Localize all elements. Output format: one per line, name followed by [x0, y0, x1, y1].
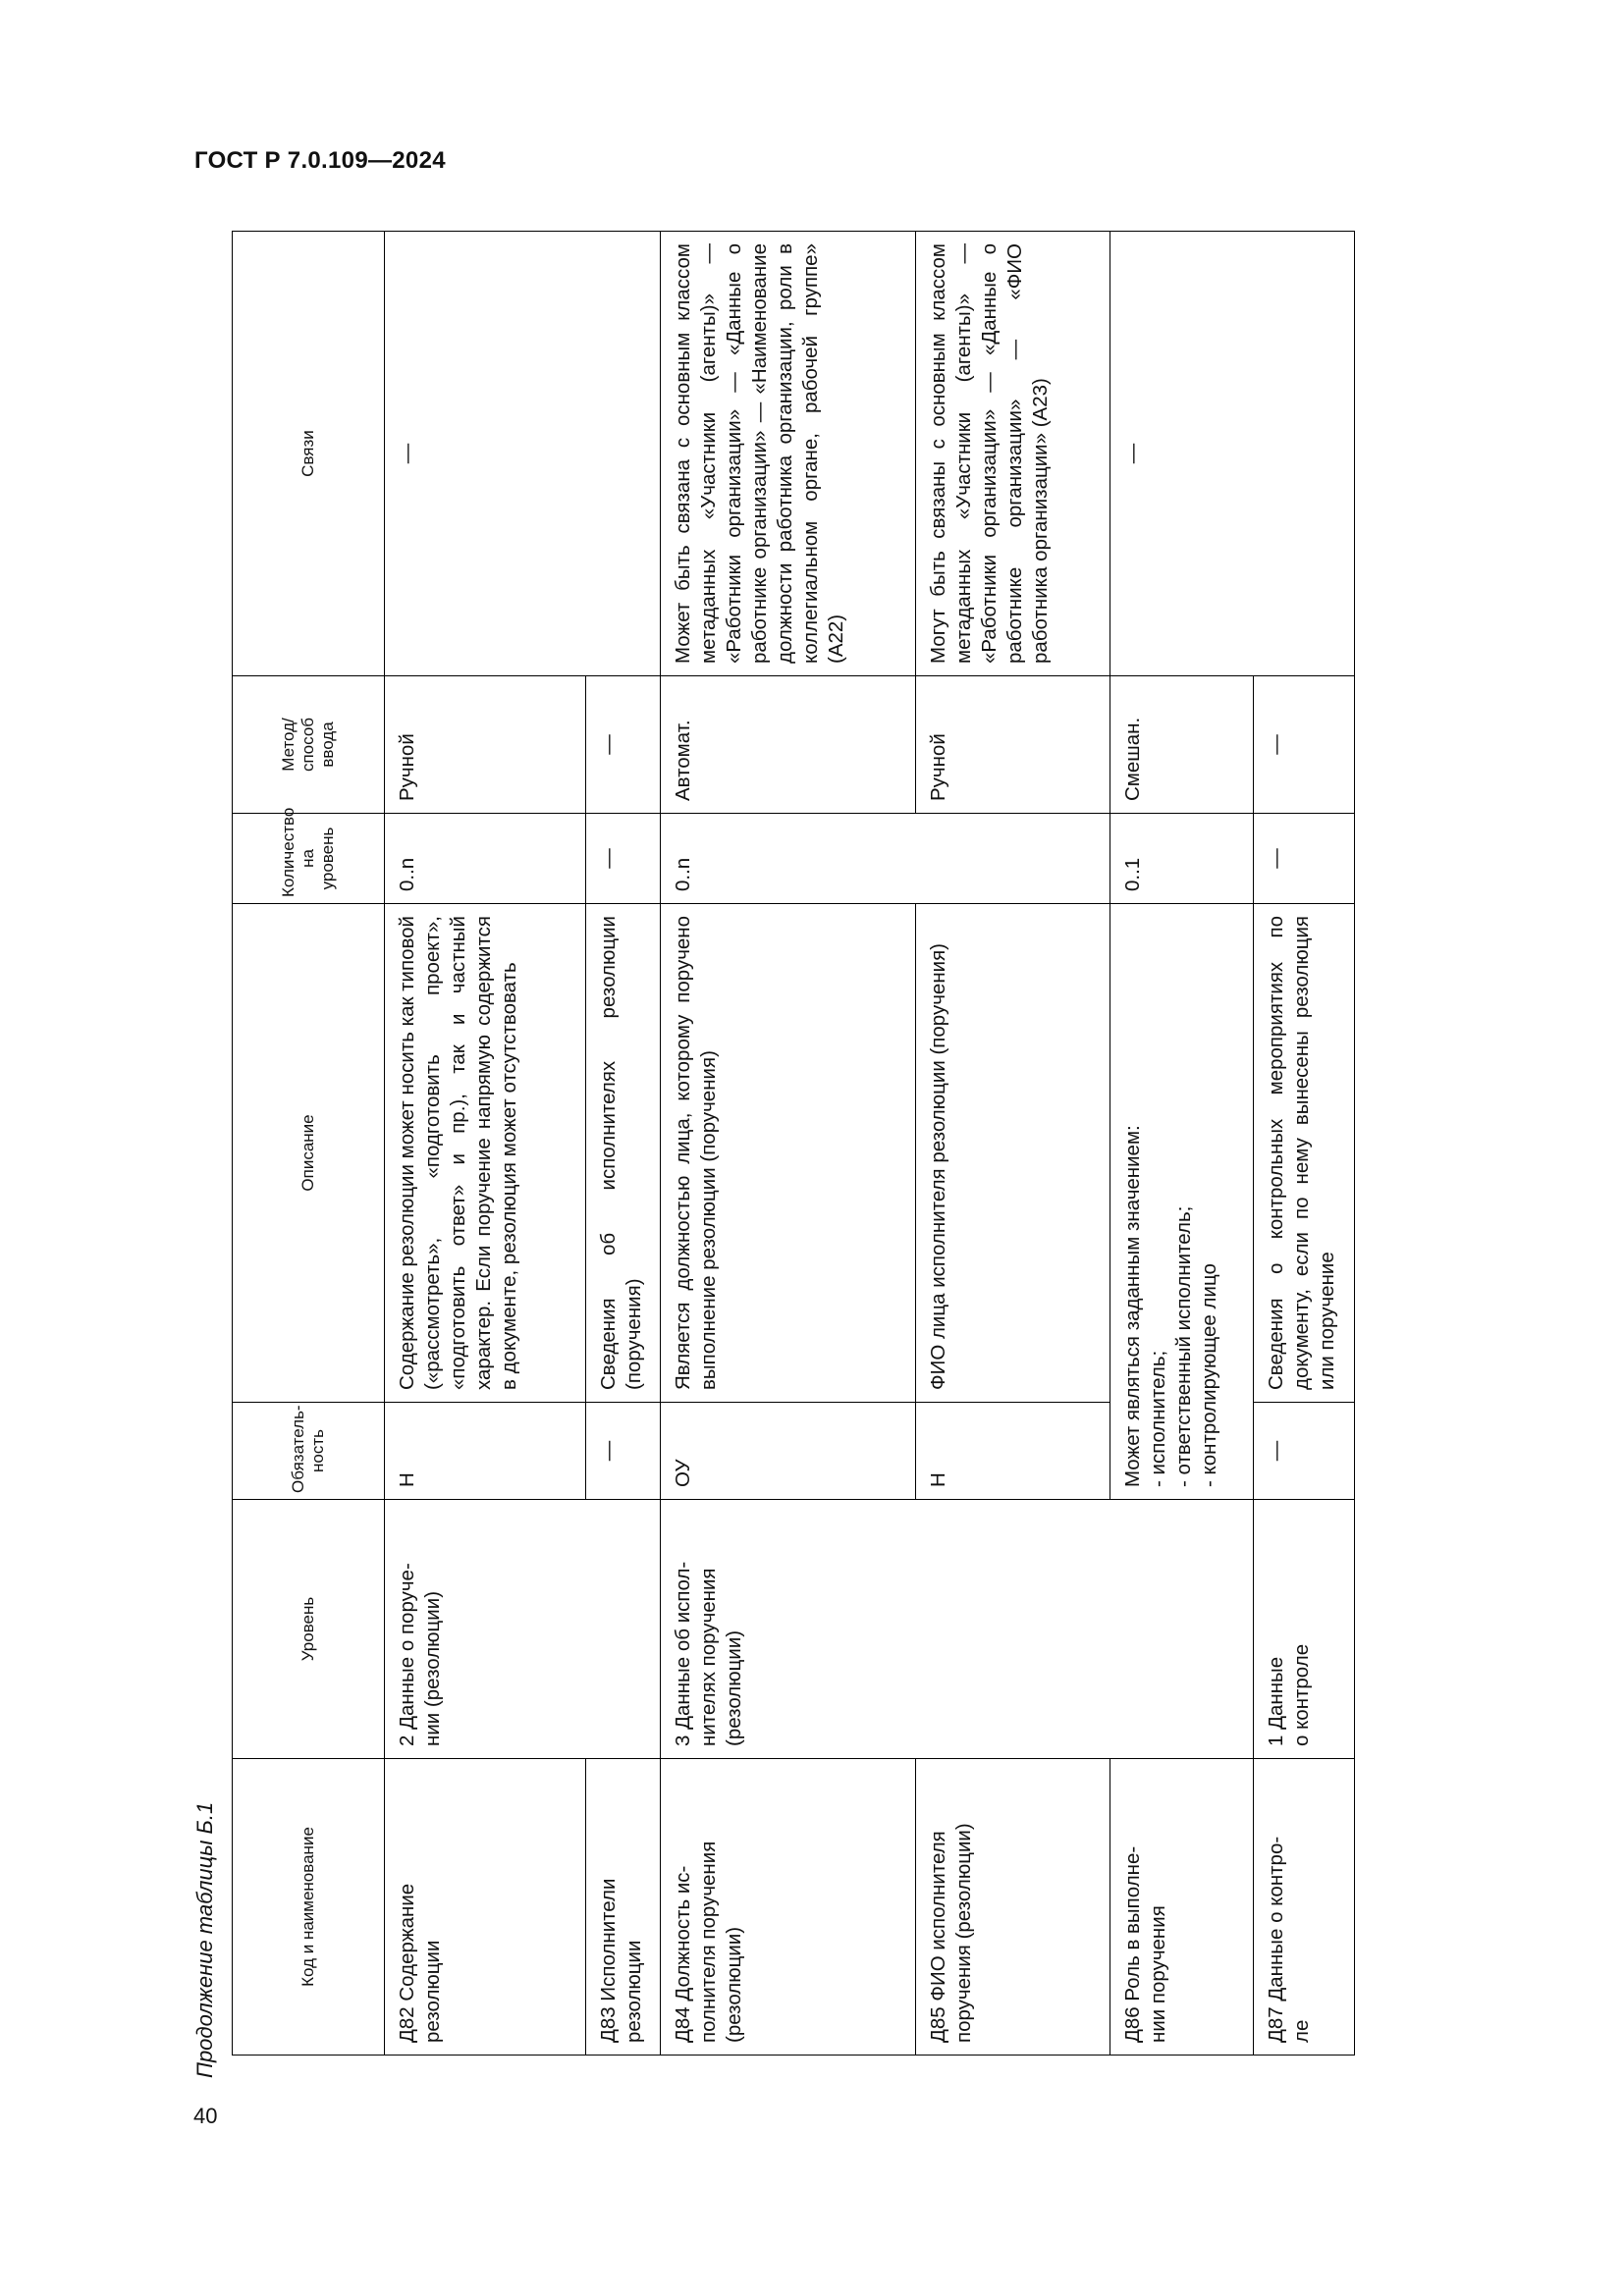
header-obligatory: Обязатель- ность [233, 1403, 385, 1500]
cell-method: Смешан. [1110, 676, 1254, 814]
cell-method: Ручной [385, 676, 586, 814]
cell-count: 0..n [661, 814, 1110, 904]
table-header-row [233, 232, 385, 2056]
metadata-table [232, 231, 1355, 2056]
cell-obligatory: — [586, 1403, 661, 1500]
cell-method: Автомат. [661, 676, 916, 814]
header-code: Код и наименование [233, 1759, 385, 2056]
cell-method: Ручной [916, 676, 1110, 814]
cell-level: 3 Данные об испол- нителях поручения (резолюции) [661, 1500, 1254, 1759]
rotated-table-wrapper [232, 232, 1354, 2056]
cell-method: — [586, 676, 661, 814]
table-row-d85 [916, 232, 1110, 2056]
cell-obligatory: Н [385, 1403, 586, 1500]
table-row-d86 [1110, 232, 1254, 2056]
cell-description: Является должностью лица, которому поручено выполнение резолюции (поручения) [661, 904, 916, 1403]
cell-code: Д87 Данные о контро- ле [1254, 1759, 1355, 2056]
cell-links: — [385, 232, 661, 676]
table-row-d84 [661, 232, 916, 2056]
cell-obligatory: Н [916, 1403, 1110, 1500]
standard-title: ГОСТ Р 7.0.109—2024 [194, 147, 446, 174]
cell-description: Может являться заданным значением: - исполнитель; - ответственный исполнитель; - контролирующее лицо [1110, 904, 1254, 1500]
cell-count: 0..1 [1110, 814, 1254, 904]
cell-code: Д85 ФИО исполнителя поручения (резолюции) [916, 1759, 1110, 2056]
cell-count: — [1254, 814, 1355, 904]
header-method: Метод/ способ ввода [233, 676, 385, 814]
cell-description: ФИО лица исполнителя резолюции (поручения) [916, 904, 1110, 1403]
cell-level: 1 Данные о контроле [1254, 1500, 1355, 1759]
cell-count: — [586, 814, 661, 904]
header-count: Количество на уровень [233, 814, 385, 904]
cell-code: Д82 Содержание резолюции [385, 1759, 586, 2056]
cell-obligatory: — [1254, 1403, 1355, 1500]
header-links: Связи [233, 232, 385, 676]
header-description: Описание [233, 904, 385, 1403]
cell-description: Содержание резолюции может носить как типовой («рассмотреть», «подготовить проект», «подготовить ответ» и пр.), так и частный характер. Если поручение напрямую содержится в документе, резолюция может отсутствовать [385, 904, 586, 1403]
cell-method: — [1254, 676, 1355, 814]
cell-level: 2 Данные о поруче- нии (резолюции) [385, 1500, 661, 1759]
cell-obligatory: ОУ [661, 1403, 916, 1500]
cell-code: Д84 Должность ис- полнителя поручения (резолюции) [661, 1759, 916, 2056]
table-caption: Продолжение таблицы Б.1 [192, 1801, 217, 2078]
cell-code: Д86 Роль в выполне- нии поручения [1110, 1759, 1254, 2056]
page-number: 40 [193, 2104, 218, 2128]
cell-description: Сведения об исполнителях резолюции (поручения) [586, 904, 661, 1403]
table-row-d82 [385, 232, 586, 2056]
cell-count: 0..n [385, 814, 586, 904]
cell-links: Может быть связана с основным классом метаданных «Участники (агенты)» — «Работники организации» — «Данные о работнике организации» — «Наименование должности работника организации, роли в коллегиальном органе, рабочей группе» (А22) [661, 232, 916, 676]
cell-code: Д83 Исполнители резолюции [586, 1759, 661, 2056]
cell-description: Сведения о контрольных мероприятиях по документу, если по нему вынесены резолюция или поручение [1254, 904, 1355, 1403]
cell-links: Могут быть связаны с основным классом метаданных «Участники (агенты)» — «Работники организации» — «Данные о работнике организации» — «ФИО работника организации» (А23) [916, 232, 1110, 676]
cell-links: — [1110, 232, 1355, 676]
header-level: Уровень [233, 1500, 385, 1759]
